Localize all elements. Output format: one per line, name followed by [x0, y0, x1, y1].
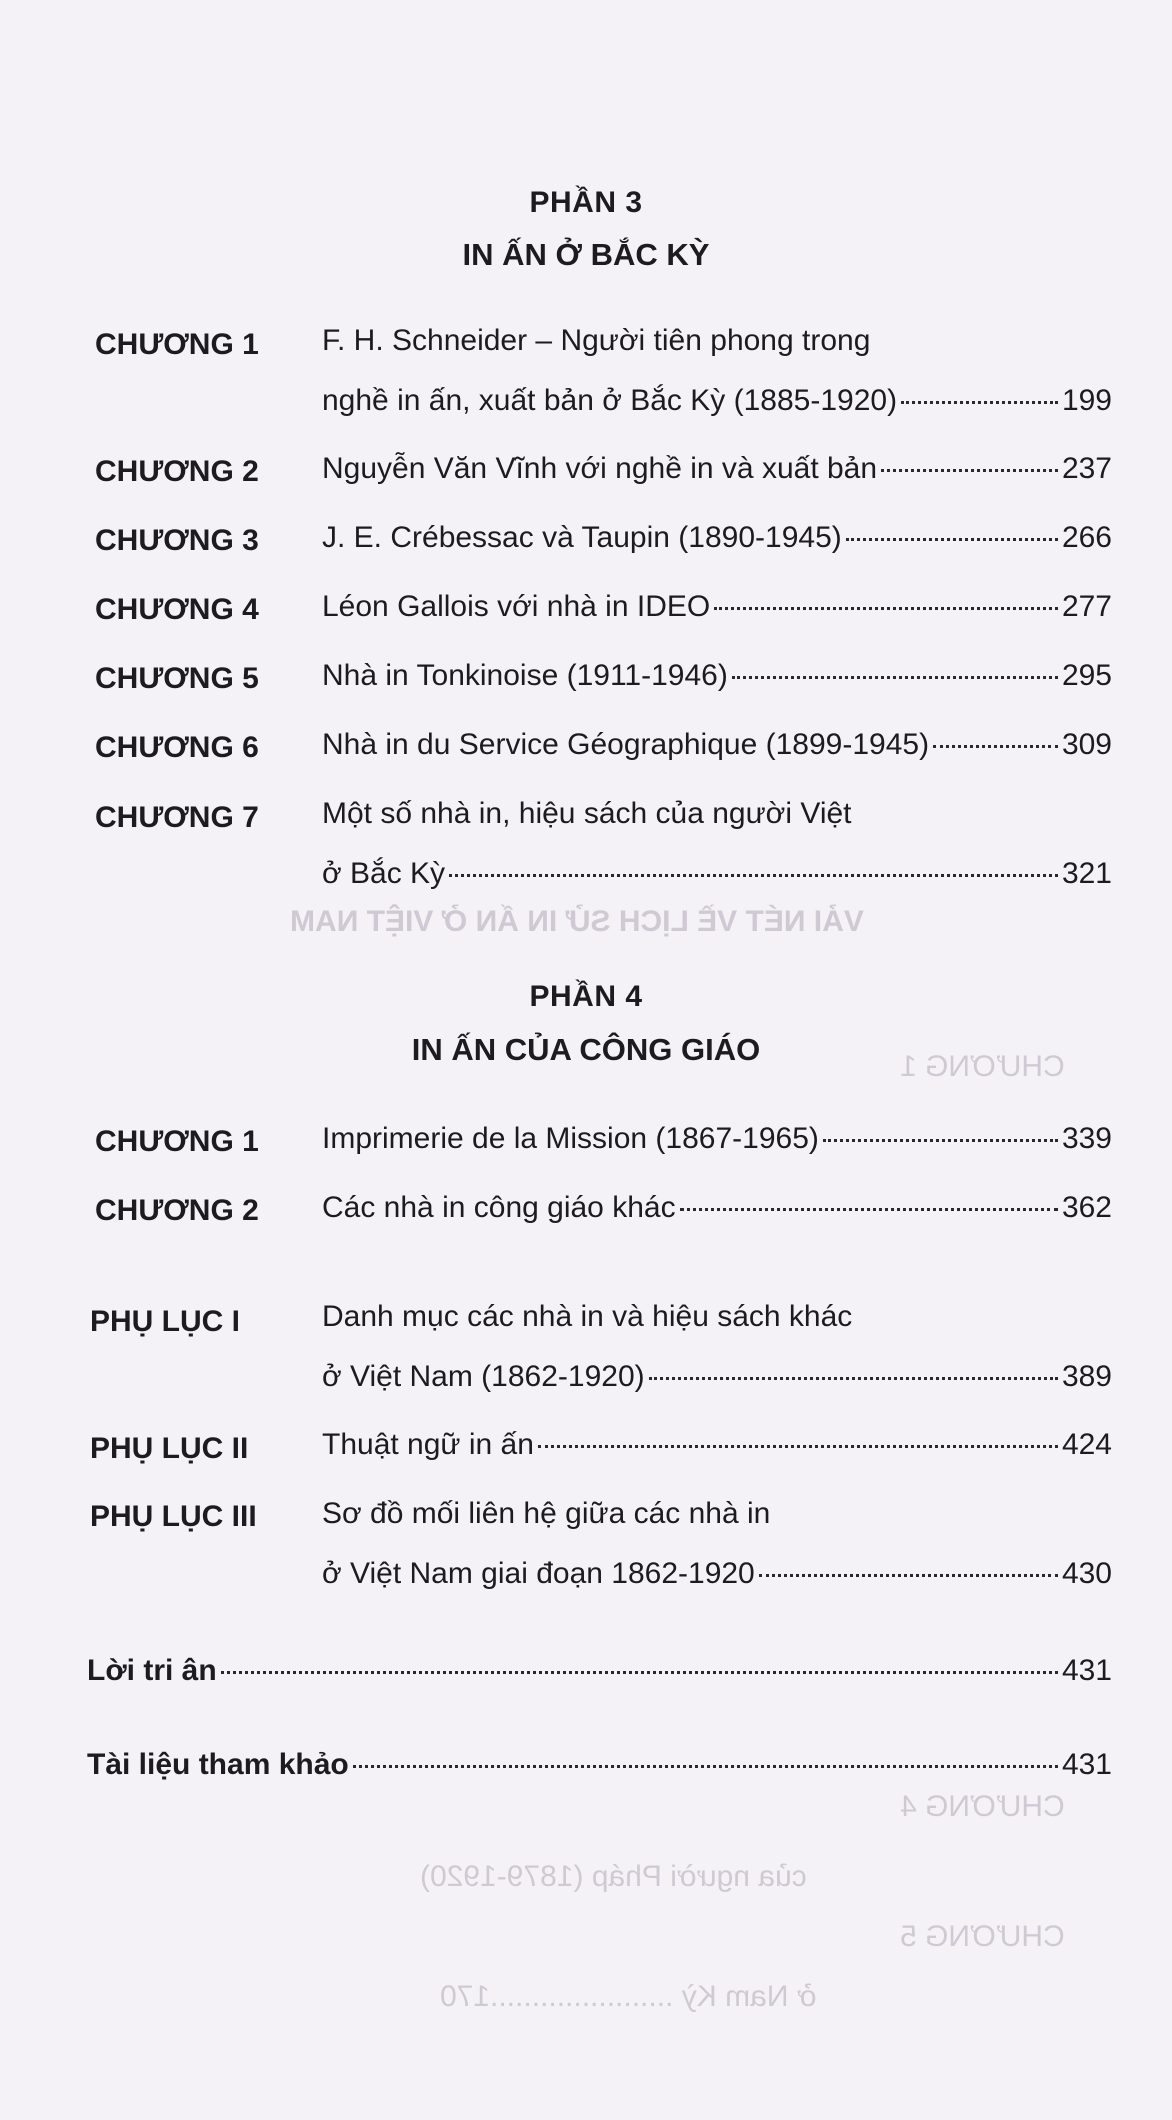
page-number: 266: [1061, 521, 1112, 554]
chapter-title: Các nhà in công giáo khác: [322, 1191, 676, 1224]
part-title: IN ẤN Ở BẮC KỲ: [462, 237, 710, 272]
dot-leader: [933, 745, 1058, 748]
dot-leader: [901, 401, 1058, 404]
chapter-label: CHƯƠNG 2: [95, 455, 259, 488]
chapter-title: Léon Gallois với nhà in IDEO: [322, 590, 711, 623]
dot-leader: [881, 469, 1058, 472]
appendix-title: Danh mục các nhà in và hiệu sách khác: [322, 1300, 853, 1333]
dot-leader: [353, 1765, 1058, 1768]
toc-entry-line[interactable]: [322, 1360, 1112, 1394]
dot-leader: [714, 607, 1058, 610]
page-number: 295: [1061, 659, 1112, 692]
chapter-title: Một số nhà in, hiệu sách của người Việt: [322, 797, 852, 830]
dot-leader: [680, 1208, 1058, 1211]
part-title: IN ẤN CỦA CÔNG GIÁO: [411, 1032, 761, 1067]
page-number: 199: [1061, 384, 1112, 417]
part-heading: PHẦN 4: [529, 980, 643, 1013]
toc-entry-line[interactable]: [322, 1497, 1112, 1531]
chapter-title: Nhà in du Service Géographique (1899-1945): [322, 728, 930, 761]
dot-leader: [846, 538, 1058, 541]
page-number: 321: [1061, 857, 1112, 890]
toc-entry-line[interactable]: [322, 1191, 1112, 1225]
back-matter-title: Lời tri ân: [87, 1654, 217, 1687]
dot-leader: [449, 874, 1058, 877]
toc-entry-line[interactable]: [322, 659, 1112, 693]
page-number: 389: [1061, 1360, 1112, 1393]
page-number: 431: [1061, 1654, 1112, 1687]
toc-entry-line[interactable]: [322, 857, 1112, 891]
toc-entry-line[interactable]: [322, 797, 1112, 831]
page-number: 431: [1061, 1748, 1112, 1781]
toc-entry-line[interactable]: [322, 590, 1112, 624]
chapter-label: CHƯƠNG 1: [95, 1125, 259, 1158]
page-number: 309: [1061, 728, 1112, 761]
toc-entry-line[interactable]: [322, 384, 1112, 418]
bleed-through-decoration: của người Pháp (1879-1920): [420, 1860, 807, 1893]
bleed-through-decoration: VẢI NÉT VỀ LỊCH SỬ IN ẤN Ở VIỆT NAM: [290, 905, 864, 938]
dot-leader: [732, 676, 1058, 679]
chapter-label: CHƯƠNG 7: [95, 801, 259, 834]
appendix-title: Thuật ngữ in ấn: [322, 1428, 534, 1461]
chapter-title: Nguyễn Văn Vĩnh với nghề in và xuất bản: [322, 452, 878, 485]
chapter-label: CHƯƠNG 2: [95, 1194, 259, 1227]
appendix-title: ở Việt Nam giai đoạn 1862-1920: [322, 1557, 755, 1590]
toc-entry-line[interactable]: [322, 1557, 1112, 1591]
chapter-label: CHƯƠNG 5: [95, 662, 259, 695]
bleed-through-decoration: CHƯƠNG 4: [900, 1790, 1065, 1823]
chapter-title: ở Bắc Kỳ: [322, 857, 446, 890]
appendix-title: Sơ đồ mối liên hệ giữa các nhà in: [322, 1497, 771, 1530]
toc-entry-line[interactable]: [322, 324, 1112, 358]
chapter-title: Nhà in Tonkinoise (1911-1946): [322, 659, 728, 692]
dot-leader: [221, 1671, 1058, 1674]
chapter-title: F. H. Schneider – Người tiên phong trong: [322, 324, 871, 357]
bleed-through-decoration: CHƯƠNG 1: [900, 1050, 1065, 1083]
chapter-label: CHƯƠNG 3: [95, 524, 259, 557]
chapter-title: nghề in ấn, xuất bản ở Bắc Kỳ (1885-1920): [322, 384, 898, 417]
appendix-label: PHỤ LỤC II: [90, 1432, 249, 1465]
toc-entry-line[interactable]: [322, 1300, 1112, 1334]
appendix-label: PHỤ LỤC I: [90, 1305, 240, 1338]
chapter-title: J. E. Crébessac và Taupin (1890-1945): [322, 521, 842, 554]
chapter-label: CHƯƠNG 4: [95, 593, 259, 626]
page-number: 362: [1061, 1191, 1112, 1224]
toc-entry-line[interactable]: [87, 1748, 1112, 1782]
page-number: 237: [1061, 452, 1112, 485]
page-number: 424: [1061, 1428, 1112, 1461]
back-matter-title: Tài liệu tham khảo: [87, 1748, 349, 1781]
toc-entry-line[interactable]: [322, 1122, 1112, 1156]
page-number: 430: [1061, 1557, 1112, 1590]
chapter-label: CHƯƠNG 6: [95, 731, 259, 764]
dot-leader: [649, 1377, 1058, 1380]
page-number: 277: [1061, 590, 1112, 623]
chapter-label: CHƯƠNG 1: [95, 328, 259, 361]
dot-leader: [823, 1139, 1058, 1142]
dot-leader: [538, 1445, 1058, 1448]
toc-entry-line[interactable]: [322, 521, 1112, 555]
toc-entry-line[interactable]: [322, 452, 1112, 486]
dot-leader: [759, 1574, 1058, 1577]
chapter-title: Imprimerie de la Mission (1867-1965): [322, 1122, 819, 1155]
appendix-title: ở Việt Nam (1862-1920): [322, 1360, 645, 1393]
toc-entry-line[interactable]: [87, 1654, 1112, 1688]
toc-entry-line[interactable]: [322, 728, 1112, 762]
bleed-through-decoration: CHƯƠNG 5: [900, 1920, 1065, 1953]
toc-entry-line[interactable]: [322, 1428, 1112, 1462]
bleed-through-decoration: ở Nam Kỳ ......................170: [440, 1980, 817, 2013]
appendix-label: PHỤ LỤC III: [90, 1500, 257, 1533]
page-number: 339: [1061, 1122, 1112, 1155]
part-heading: PHẦN 3: [529, 186, 643, 219]
